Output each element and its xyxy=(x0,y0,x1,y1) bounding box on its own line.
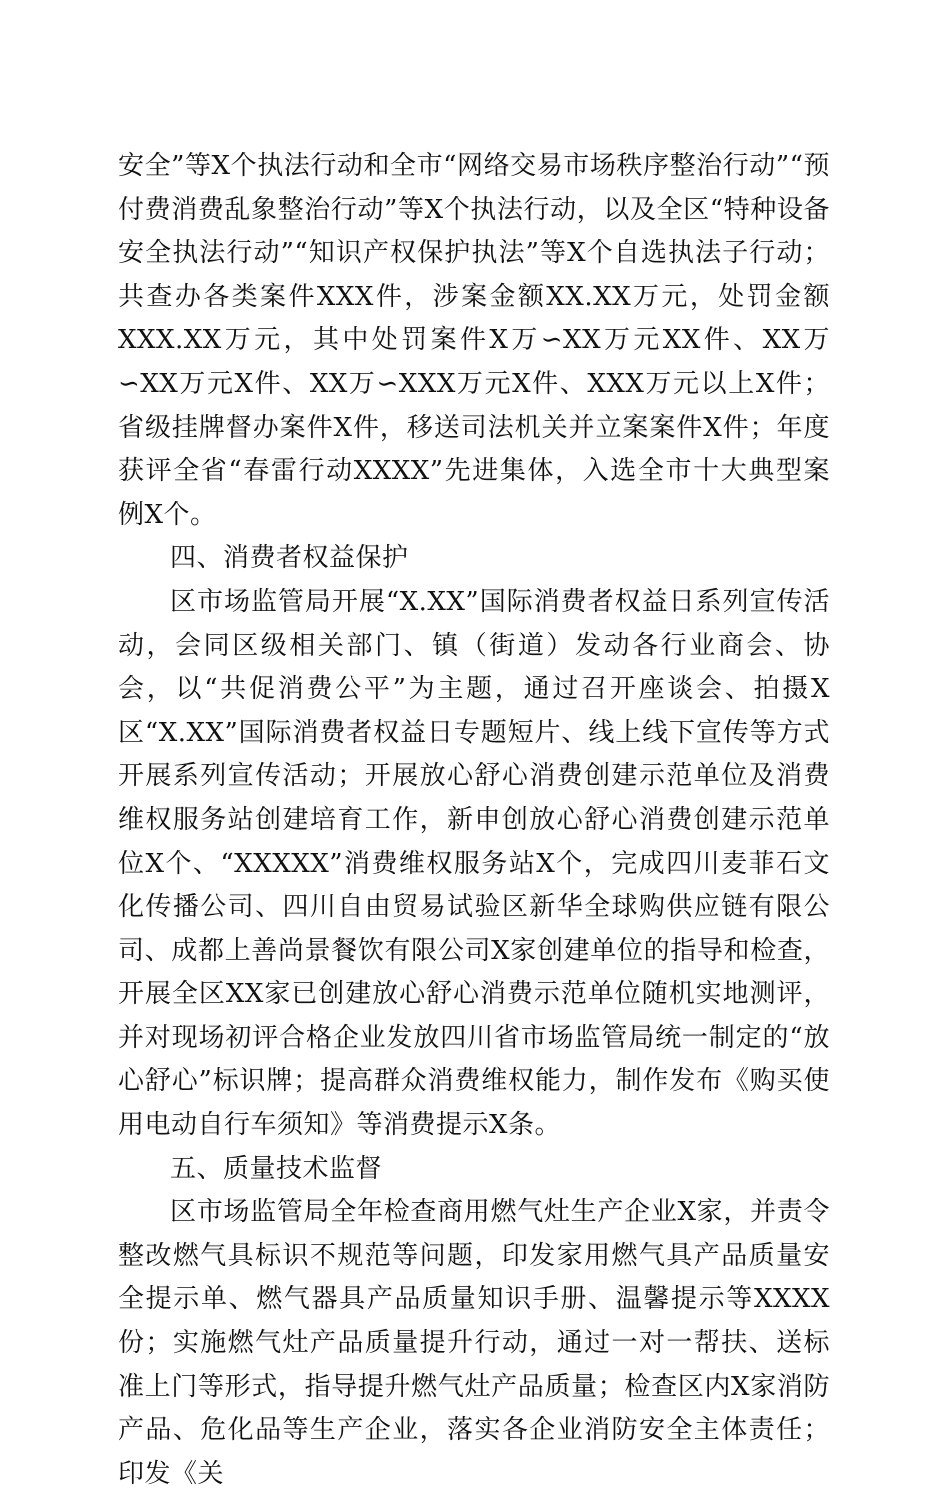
section-heading-quality-supervision: 五、质量技术监督 xyxy=(170,1153,383,1184)
section-heading-consumer-rights: 四、消费者权益保护 xyxy=(170,543,409,574)
document-page xyxy=(118,145,830,1496)
paragraph-consumer-rights: 区市场监管局开展“X.XX”国际消费者权益日系列宣传活动，会同区级相关部门、镇（街道）发动各行业商会、协会，以“共促消费公平”为主题，通过召开座谈会、拍摄X区“X.XX”国际消费者权益日专题短片、线上线下宣传等方式开展系列宣传活动；开展放心舒心消费创建示范单位及消费维权服务站创建培育工作，新申创放心舒心消费创建示范单位X个、“XXXXX”消费维权服务站X个，完成四川麦菲石文化传播公司、四川自由贸易试验区新华全球购供应链有限公司、成都上善尚景餐饮有限公司X家创建单位的指导和检查，开展全区XX家已创建放心舒心消费示范单位随机实地测评，并对现场初评合格企业发放四川省市场监管局统一制定的“放心舒心”标识牌；提高群众消费维权能力，制作发布《购买使用电动自行车须知》等消费提示X条。 xyxy=(118,586,830,1141)
paragraph-quality-supervision: 区市场监管局全年检查商用燃气灶生产企业X家，并责令整改燃气具标识不规范等问题，印发家用燃气具产品质量安全提示单、燃气器具产品质量知识手册、温馨提示等XXXX份；实施燃气灶产品质量提升行动，通过一对一帮扶、送标准上门等形式，指导提升燃气灶产品质量；检查区内X家消防产品、危化品等生产企业，落实各企业消防安全主体责任；印发《关 xyxy=(118,1197,830,1489)
paragraph-enforcement-continued: 安全”等X个执法行动和全市“网络交易市场秩序整治行动”“预付费消费乱象整治行动”等X个执法行动，以及全区“特种设备安全执法行动”“知识产权保护执法”等X个自选执法子行动；共查办各类案件XXX件，涉案金额XX.XX万元，处罚金额XXX.XX万元，其中处罚案件X万∽XX万元XX件、XX万∽XX万元X件、XX万∽XXX万元X件、XXX万元以上X件；省级挂牌督办案件X件，移送司法机关并立案案件X件；年度获评全省“春雷行动XXXX”先进集体，入选全市十大典型案例X个。 xyxy=(118,151,830,530)
